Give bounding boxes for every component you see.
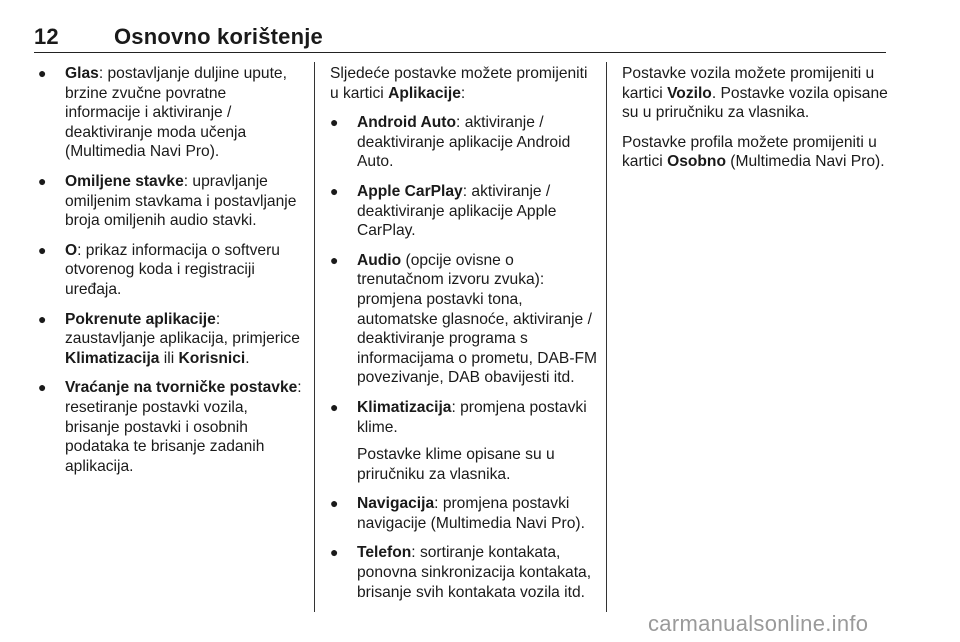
paragraph-text: Postavke vozila možete promijeniti u kartici [622, 65, 875, 102]
list-item [38, 310, 304, 369]
bullet: ● [330, 495, 339, 512]
item-text: : zaustavljanje aplikacija, primjerice [65, 310, 300, 348]
list-item [38, 172, 304, 231]
item-term: Korisnici [178, 349, 246, 367]
item-text: (opcije ovisne o trenutačnom izvoru zvuka): promjena postavki tona, automatske glasnoće, aktiviranje / deaktiviranje programa s informacijama o prometu, DAB-FM povezivanje, DAB obavijesti itd. [357, 251, 598, 387]
item-text: : aktiviranje / deaktiviranje aplikacije Apple CarPlay. [357, 182, 557, 240]
page-number: 12 [34, 24, 59, 49]
item-term: Klimatizacija [65, 349, 160, 367]
bullet: ● [38, 65, 47, 81]
item-text: : sortiranje kontakata, ponovna sinkronizacija kontakata, brisanje svih kontakata vozila itd. [357, 544, 592, 601]
item-text: : promjena postavki klime. [357, 398, 587, 436]
bullet: ● [330, 182, 339, 199]
column-2 [330, 64, 600, 612]
list-item [330, 251, 600, 388]
item-subtext: Postavke klime opisane su u priručniku za vlasnika. [357, 446, 555, 483]
list-item [330, 543, 600, 602]
paragraph-vehicle [622, 64, 894, 123]
bullet: ● [330, 114, 339, 131]
paragraph-text: Postavke profila možete promijeniti u kartici [622, 133, 877, 171]
column-1 [38, 64, 304, 486]
item-term: Vraćanje na tvorničke postavke [65, 379, 298, 397]
item-text: : aktiviranje / deaktiviranje aplikacije Android Auto. [357, 114, 571, 171]
page-header [34, 22, 886, 53]
intro-term: Aplikacije [388, 84, 461, 102]
intro-text: Sljedeće postavke možete promijeniti u kartici [330, 65, 588, 102]
item-term: Pokrenute aplikacije [65, 310, 216, 328]
paragraph-term: Osobno [667, 153, 726, 171]
list-item [330, 494, 600, 533]
item-term: Apple CarPlay [357, 182, 463, 200]
item-text: : postavljanje duljine upute, brzine zvučne povratne informacije i aktiviranje / deaktiviranje moda učenja (Multimedia Navi Pro). [65, 65, 287, 161]
list-item [330, 113, 600, 172]
bullet: ● [330, 544, 339, 561]
paragraph-text: (Multimedia Navi Pro). [725, 153, 885, 171]
item-text: : resetiranje postavki vozila, brisanje postavki i osobnih podataka te brisanje zadanih aplikacija. [65, 379, 302, 475]
column-divider [314, 62, 315, 612]
list-item [330, 398, 600, 484]
intro-paragraph [330, 64, 600, 103]
item-text: . [245, 349, 250, 367]
item-text: : promjena postavki navigacije (Multimedia Navi Pro). [357, 495, 585, 532]
paragraph-text: . Postavke vozila opisane su u priručniku za vlasnika. [622, 84, 888, 122]
item-text: : upravljanje omiljenim stavkama i postavljanje broja omiljenih audio stavki. [65, 172, 297, 230]
list-item [330, 182, 600, 241]
paragraph-term: Vozilo [667, 84, 712, 102]
item-term: Klimatizacija [357, 398, 452, 416]
list-item [38, 241, 304, 300]
bullet: ● [38, 310, 47, 327]
bullet: ● [38, 172, 47, 189]
watermark: carmanualsonline.info [648, 611, 869, 636]
list-item [38, 378, 304, 476]
item-term: O [65, 241, 78, 259]
intro-text: : [460, 84, 466, 102]
bullet: ● [330, 251, 339, 268]
item-term: Android Auto [357, 114, 457, 132]
column-divider [606, 62, 607, 612]
item-text: ili [159, 349, 179, 367]
item-term: Glas [65, 65, 99, 82]
item-text: : prikaz informacija o softveru otvorenog koda i registraciji uređaja. [65, 241, 280, 298]
paragraph-profile [622, 133, 894, 172]
item-term: Audio [357, 251, 402, 269]
item-term: Telefon [357, 544, 412, 562]
list-item [38, 64, 304, 162]
bullet: ● [330, 398, 339, 415]
item-term: Omiljene stavke [65, 172, 184, 190]
bullet: ● [38, 379, 47, 396]
page-title: Osnovno korištenje [114, 24, 323, 49]
item-term: Navigacija [357, 495, 435, 513]
bullet: ● [38, 241, 47, 258]
column-3 [622, 64, 894, 182]
